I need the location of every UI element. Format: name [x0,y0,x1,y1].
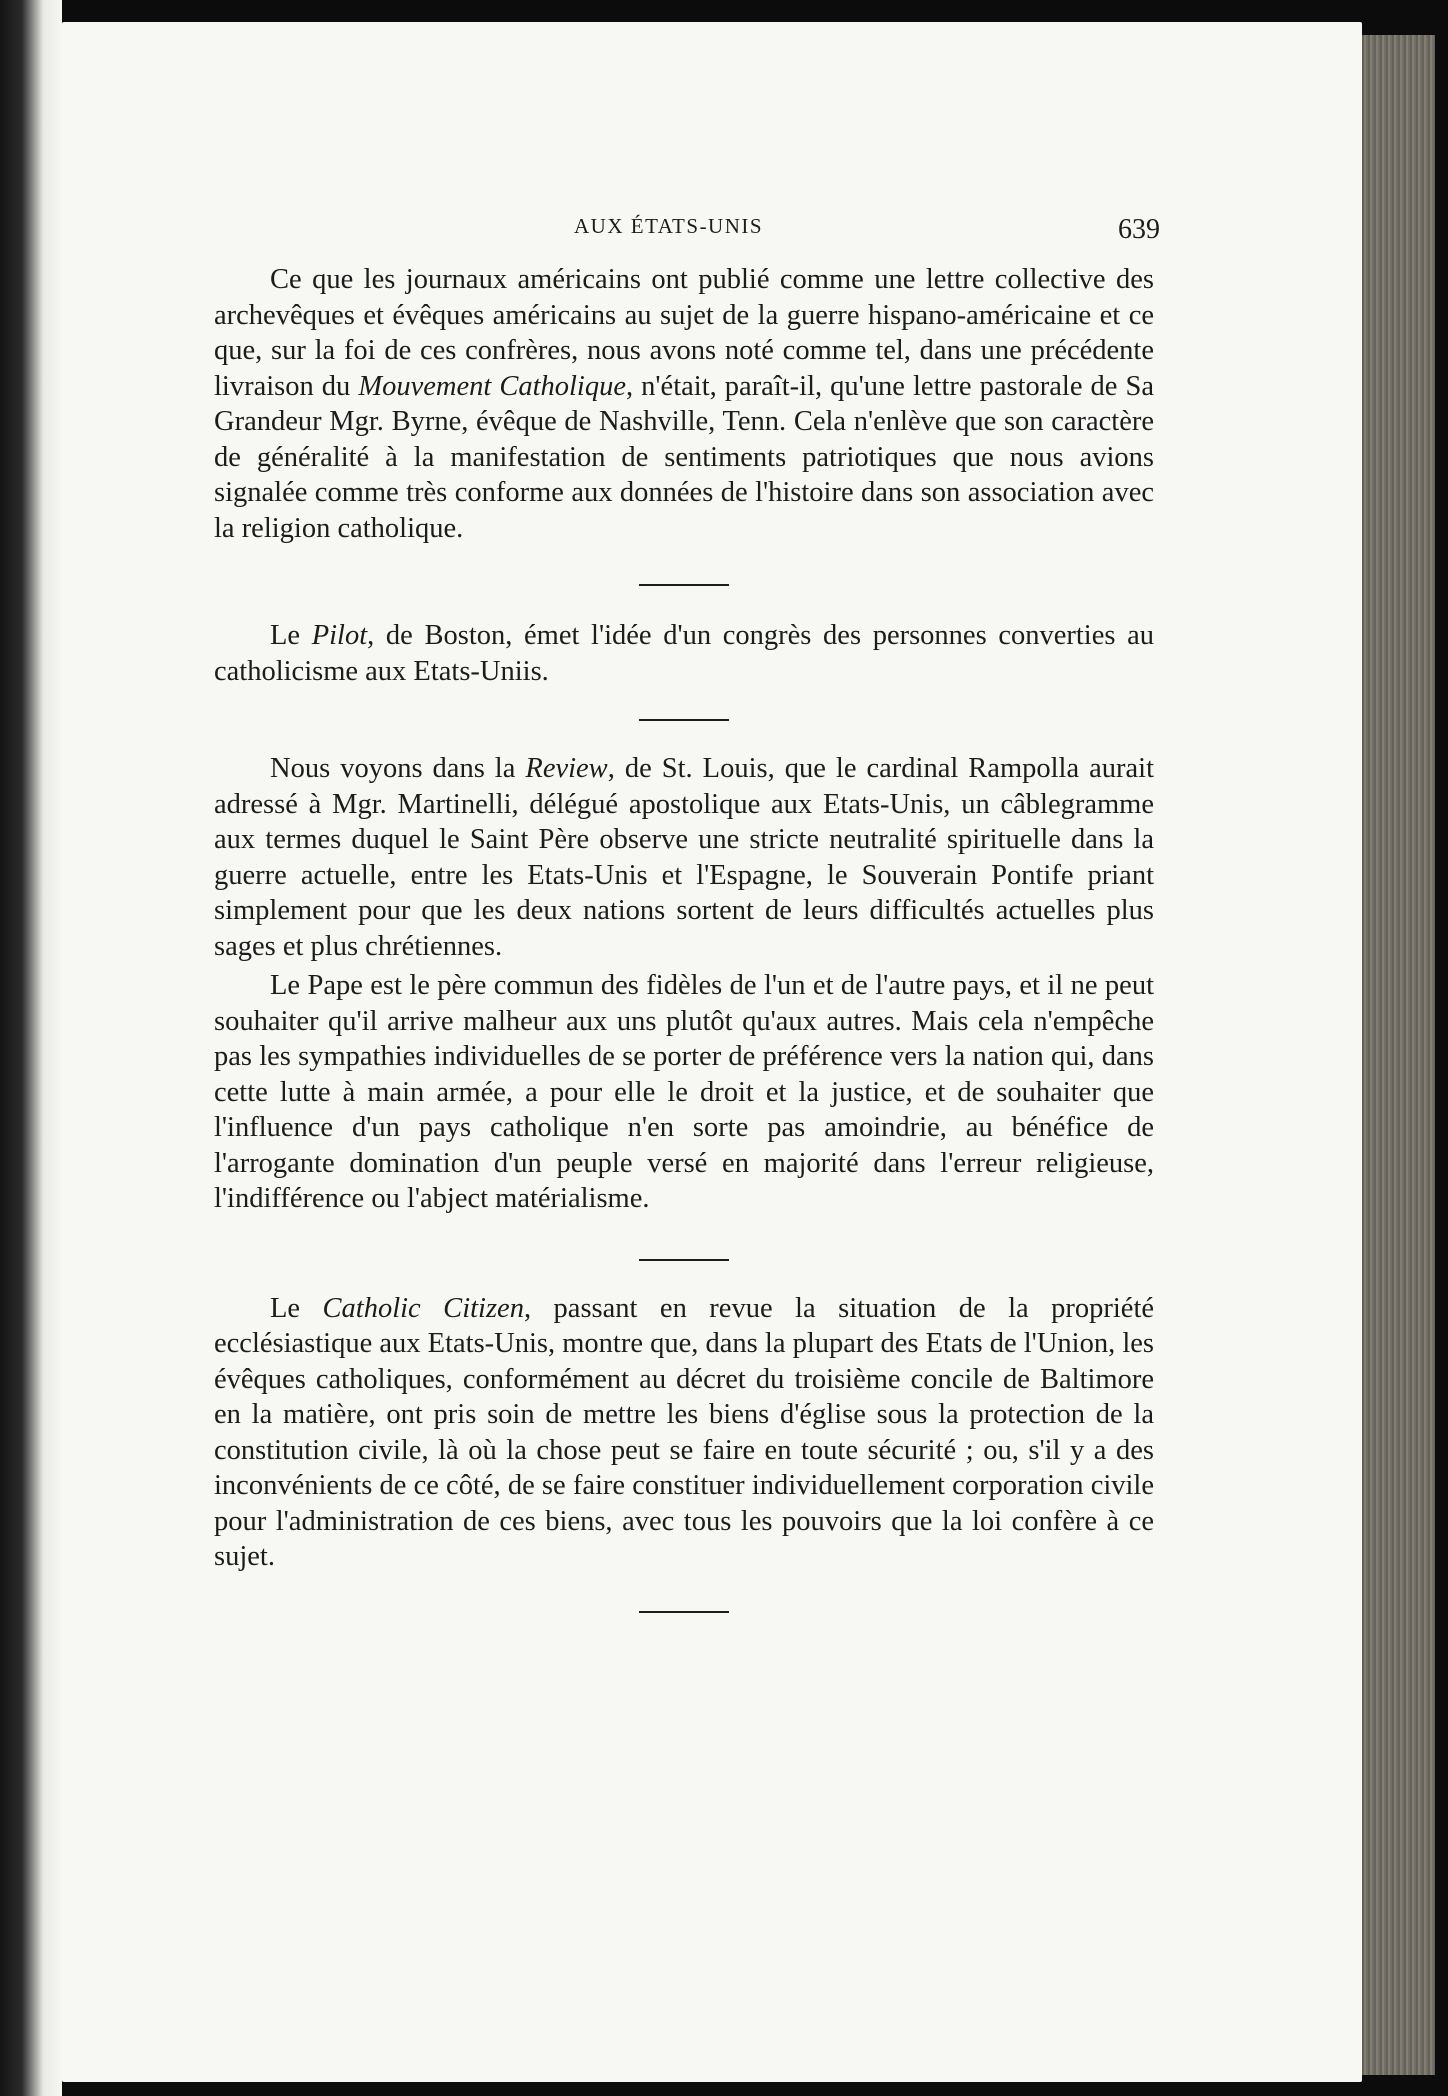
text-run: Le [270,620,312,651]
paragraph-4 [214,968,1154,1217]
text-run: Ce que les journaux américains ont publié comme une lettre collective des archevêques et évêques américains au sujet de la guerre hispano-américaine et ce que, sur la foi de ces confrères, nous avons noté comme tel, dans une précédente livraison du [214,264,1154,402]
paragraph-5 [214,1291,1154,1575]
text-run: , de Boston, émet l'idée d'un congrès des personnes converties au catholicisme aux Etats-Uniis. [214,620,1154,687]
text-run: Le [270,1292,323,1324]
paragraph-3 [214,751,1154,964]
book-gutter [0,0,62,2096]
paragraph-2 [214,618,1154,689]
text-run: Le Pape est le père commun des fidèles de l'un et de l'autre pays, et il ne peut souhaiter qu'il arrive malheur aux uns plutôt qu'aux autres. Mais cela n'empêche pas les sympathies individuelles de se porter de préférence vers la nation qui, dans cette lutte à main armée, a pour elle le droit et la justice, et de souhaiter que l'influence d'un pays catholique n'en sorte pas amoindrie, au bénéfice de l'arrogante domination d'un peuple versé en majorité dans l'erreur religieuse, l'indifférence ou l'abject matérialisme. [214,970,1154,1214]
page-number: 639 [1118,214,1160,245]
text-run: , de St. Louis, que le cardinal Rampolla aurait adressé à Mgr. Martinelli, délégué apostolique aux Etats-Unis, un câblegramme aux termes duquel le Saint Père observe une stricte neutralité spirituelle dans la guerre actuelle, entre les Etats-Unis et l'Espagne, le Souverain Pontife priant simplement pour que les deux nations sortent de leurs difficultés actuelles plus sages et plus chrétiennes. [214,753,1154,962]
paragraph-1 [214,262,1154,546]
italic-title: Review [525,753,608,784]
text-run: Nous voyons dans la [270,753,526,784]
text-run: , n'était, paraît-il, qu'une lettre pastorale de Sa Grandeur Mgr. Byrne, évêque de Nashville, Tenn. Cela n'enlève que son caractère de généralité à la manifestation de sentiments patriotiques que nous avions signalée comme très conforme aux données de l'histoire dans son association avec la religion catholique. [214,370,1154,544]
italic-title: Pilot [311,620,368,651]
section-divider [639,1611,729,1613]
text-run: , passant en revue la situation de la propriété ecclésiastique aux Etats-Unis, montre que, dans la plupart des Etats de l'Union, les évêques catholiques, conformément au décret du troisième concile de Baltimore en la matière, ont pris soin de mettre les biens d'église sous la protection de la constitution civile, là où la chose peut se faire en toute sécurité ; ou, s'il y a des inconvénients de ce côté, de se faire constituer individuellement corporation civile pour l'administration de ces biens, avec tous les pouvoirs que la loi confère à ce sujet. [214,1292,1155,1572]
italic-title: Mouvement Catholique [358,370,626,402]
italic-title: Catholic Citizen [322,1292,524,1324]
page-body [214,210,1154,1613]
running-title: AUX ÉTATS-UNIS [574,214,764,238]
